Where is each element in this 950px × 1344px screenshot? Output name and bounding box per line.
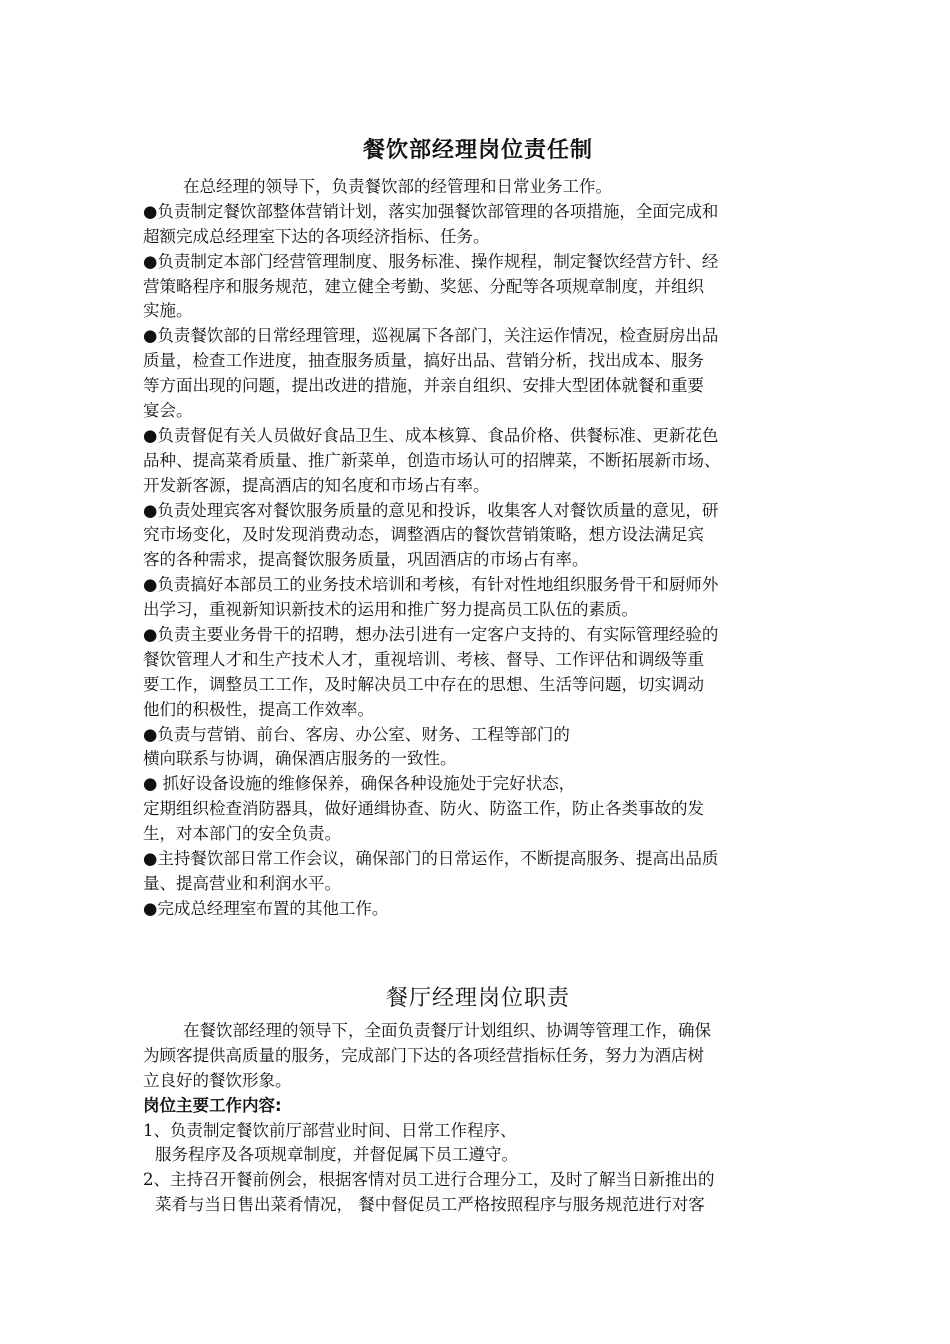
paragraph-line: 为顾客提供高质量的服务，完成部门下达的各项经营指标任务，努力为酒店树: [143, 1045, 704, 1065]
paragraph-line: 他们的积极性，提高工作效率。: [143, 699, 374, 719]
paragraph-line: 定期组织检查消防器具，做好通缉协查、防火、防盗工作，防止各类事故的发: [143, 799, 704, 819]
paragraph-line: ●负责制定本部门经营管理制度、服务标准、操作规程，制定餐饮经营方针、经: [143, 251, 719, 271]
paragraph-line: 营策略程序和服务规范，建立健全考勤、奖惩、分配等各项规章制度，并组织: [143, 276, 704, 296]
paragraph-line: ●负责主要业务骨干的招聘，想办法引进有一定客户支持的、有实际管理经验的: [143, 625, 719, 645]
paragraph-line: ●负责餐饮部的日常经理管理，巡视属下各部门，关注运作情况，检查厨房出品: [143, 326, 719, 346]
paragraph-line: ●负责督促有关人员做好食品卫生、成本核算、食品价格、供餐标准、更新花色: [143, 425, 719, 445]
paragraph-line: 实施。: [143, 301, 193, 321]
paragraph-line: 在总经理的领导下，负责餐饮部的经管理和日常业务工作。: [183, 177, 612, 196]
paragraph-line: ●负责制定餐饮部整体营销计划，落实加强餐饮部管理的各项措施，全面完成和: [143, 201, 719, 221]
list-item-continuation: 服务程序及各项规章制度，并督促属下员工遵守。: [155, 1145, 518, 1165]
paragraph-line: 餐饮管理人才和生产技术人才，重视培训、考核、督导、工作评估和调级等重: [143, 649, 704, 669]
list-item: 2、主持召开餐前例会，根据客情对员工进行合理分工，及时了解当日新推出的: [143, 1170, 715, 1190]
paragraph-line: 等方面出现的问题，提出改进的措施，并亲自组织、安排大型团体就餐和重要: [143, 376, 704, 396]
list-item-continuation: 菜肴与当日售出菜肴情况， 餐中督促员工严格按照程序与服务规范进行对客: [155, 1195, 705, 1215]
paragraph-line: 质量，检查工作进度，抽查服务质量，搞好出品、营销分析，找出成本、服务: [143, 351, 704, 371]
paragraph-line: 出学习，重视新知识新技术的运用和推广努力提高员工队伍的素质。: [143, 600, 638, 620]
paragraph-line: 开发新客源，提高酒店的知名度和市场占有率。: [143, 475, 490, 495]
section-body-dining-manager: [143, 175, 813, 922]
paragraph-line: 要工作，调整员工工作，及时解决员工中存在的思想、生活等问题，切实调动: [143, 674, 704, 694]
paragraph-line: ●主持餐饮部日常工作会议，确保部门的日常运作，不断提高服务、提高出品质: [143, 849, 719, 869]
paragraph-line: 品种、提高菜肴质量、推广新菜单，创造市场认可的招牌菜，不断拓展新市场、: [143, 450, 721, 470]
paragraph-line: ●负责搞好本部员工的业务技术培训和考核，有针对性地组织服务骨干和厨师外: [143, 575, 719, 595]
paragraph-line: 立良好的餐饮形象。: [143, 1070, 292, 1090]
subheading: 岗位主要工作内容:: [143, 1095, 282, 1115]
paragraph-line: 宴会。: [143, 401, 193, 421]
paragraph-line: 横向联系与协调，确保酒店服务的一致性。: [143, 749, 457, 769]
paragraph-line: ●完成总经理室布置的其他工作。: [143, 898, 389, 918]
paragraph-line: ● 抓好设备设施的维修保养，确保各种设施处于完好状态，: [143, 774, 576, 794]
paragraph-line: 在餐饮部经理的领导下，全面负责餐厅计划组织、协调等管理工作，确保: [183, 1021, 711, 1040]
paragraph-line: 超额完成总经理室下达的各项经济指标、任务。: [143, 226, 490, 246]
paragraph-line: ●负责处理宾客对餐饮服务质量的意见和投诉，收集客人对餐饮质量的意见，研: [143, 500, 719, 520]
list-item: 1、负责制定餐饮前厅部营业时间、日常工作程序、: [143, 1120, 517, 1140]
section-title-restaurant-manager: 餐厅经理岗位职责: [385, 986, 570, 1011]
paragraph-line: 量、提高营业和利润水平。: [143, 873, 341, 893]
paragraph-line: ●负责与营销、前台、客房、办公室、财务、工程等部门的: [143, 724, 570, 744]
section-body-restaurant-manager: [143, 1019, 813, 1218]
paragraph-line: 生，对本部门的安全负责。: [143, 824, 341, 844]
section-title-dining-manager: 餐饮部经理岗位责任制: [362, 138, 593, 163]
paragraph-line: 客的各种需求，提高餐饮服务质量，巩固酒店的市场占有率。: [143, 550, 589, 570]
paragraph-line: 究市场变化，及时发现消费动态，调整酒店的餐饮营销策略，想方设法满足宾: [143, 525, 704, 545]
